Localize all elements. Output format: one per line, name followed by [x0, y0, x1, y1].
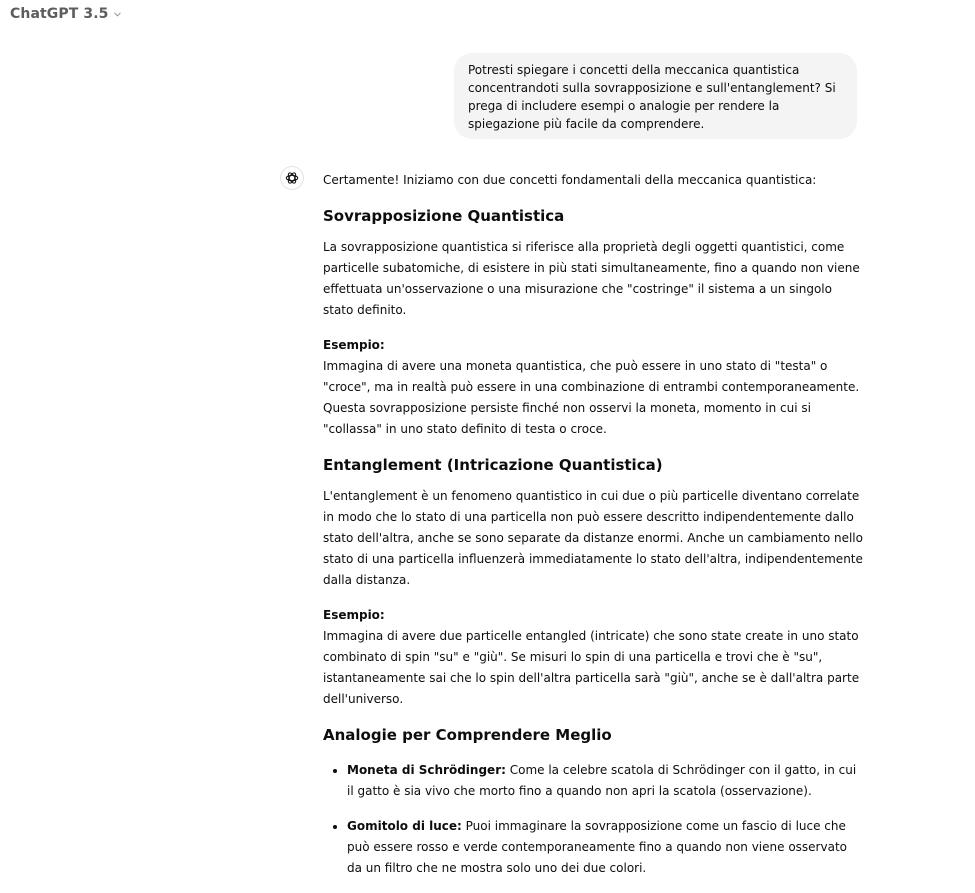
- example-label: Esempio:: [323, 338, 385, 352]
- analogies-list: [323, 760, 863, 879]
- analogy-text: Puoi immaginare la sovrapposizione come un fascio di luce che può essere rosso e verde contemporaneamente fino a quando non viene osservato da un filtro che ne mostra solo uno dei due colori.: [347, 819, 847, 875]
- example-text-entanglement: Immagina di avere due particelle entangled (intricate) che sono state create in uno stato combinato di spin "su" e "giù". Se misuri lo spin di una particella e trovi che è "su", istantaneamente sai che lo spin dell'altra particella sarà "giù", anche se è dall'altra parte dell'universo.: [323, 629, 860, 706]
- analogy-term: Gomitolo di luce:: [347, 819, 462, 833]
- model-title: ChatGPT 3.5: [10, 6, 109, 22]
- section-heading-entanglement: Entanglement (Intricazione Quantistica): [323, 456, 663, 474]
- list-item: [347, 760, 863, 802]
- assistant-intro: Certamente! Iniziamo con due concetti fondamentali della meccanica quantistica:: [323, 173, 817, 187]
- section-heading-superposition: Sovrapposizione Quantistica: [323, 207, 565, 225]
- section-heading-analogies: Analogie per Comprendere Meglio: [323, 726, 612, 744]
- assistant-avatar: [280, 166, 304, 190]
- openai-logo-icon: [284, 170, 300, 186]
- model-selector[interactable]: [10, 6, 122, 22]
- user-message-text: Potresti spiegare i concetti della meccanica quantistica concentrandoti sulla sovrapposizione e sull'entanglement? Si prega di includere esempi o analogie per rendere la spiegazione più facile da comprendere.: [468, 63, 836, 131]
- assistant-message: [323, 170, 863, 893]
- example-text-superposition: Immagina di avere una moneta quantistica, che può essere in uno stato di "testa" o "croce", ma in realtà può essere in una combinazione di entrambi contemporaneamente. Questa sovrapposizione persiste finché non osservi la moneta, momento in cui si "collassa" in uno stato definito di testa o croce.: [323, 359, 860, 436]
- analogy-text: Come la celebre scatola di Schrödinger con il gatto, in cui il gatto è sia vivo che morto fino a quando non apri la scatola (osservazione).: [347, 763, 857, 798]
- section-paragraph-entanglement: L'entanglement è un fenomeno quantistico in cui due o più particelle diventano correlate in modo che lo stato di una particella non può essere descritto indipendentemente dallo stato dell'altra, anche se sono separate da distanze enormi. Anche un cambiamento nello stato di una particella influenzerà immediatamente lo stato dell'altra, indipendentemente dalla distanza.: [323, 489, 863, 587]
- chevron-down-icon: [113, 10, 122, 19]
- user-message-bubble: [454, 53, 857, 139]
- analogy-term: Moneta di Schrödinger:: [347, 763, 506, 777]
- list-item: [347, 816, 863, 879]
- section-paragraph-superposition: La sovrapposizione quantistica si riferisce alla proprietà degli oggetti quantistici, come particelle subatomiche, di esistere in più stati simultaneamente, fino a quando non viene effettuata un'osservazione o una misurazione che "costringe" il sistema a un singolo stato definito.: [323, 240, 860, 317]
- example-label: Esempio:: [323, 608, 385, 622]
